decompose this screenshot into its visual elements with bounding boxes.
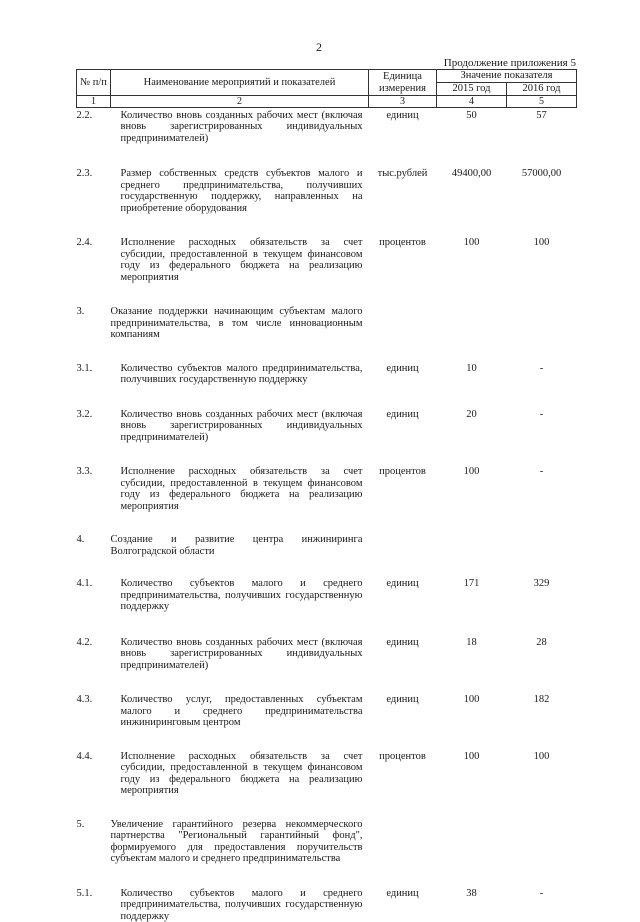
row-name: Размер собственных средств субъектов малого и среднего предпринимательства, получивших государственную поддержку, направленных на приобретение оборудования	[111, 168, 369, 214]
row-spacer	[77, 443, 577, 466]
spacer-cell	[77, 613, 577, 637]
row-unit: единиц	[369, 694, 437, 729]
row-spacer	[77, 283, 577, 306]
table-row	[77, 168, 577, 214]
table-row	[77, 237, 577, 283]
table-row	[77, 466, 577, 512]
row-unit	[369, 819, 437, 865]
spacer-cell	[77, 512, 577, 534]
row-unit	[369, 534, 437, 557]
row-value-2015: 100	[437, 466, 507, 512]
row-spacer	[77, 613, 577, 637]
row-value-2015: 171	[437, 578, 507, 613]
row-name: Увеличение гарантийного резерва некоммерческого партнерства "Региональный гарантийный фонд", формируемого для предоставления поручительств субъектам малого и среднего предпринимательства	[111, 819, 369, 865]
row-name: Исполнение расходных обязательств за счет субсидии, предоставленной в текущем финансовом году из федерального бюджета на реализацию мероприятия	[111, 237, 369, 283]
table-row	[77, 578, 577, 613]
row-value-2016: 182	[507, 694, 577, 729]
row-name: Количество вновь созданных рабочих мест (включая вновь зарегистрированных индивидуальных предпринимателей)	[111, 637, 369, 672]
row-number: 3.2.	[77, 409, 111, 444]
table-row	[77, 751, 577, 797]
row-spacer	[77, 671, 577, 694]
row-value-2015: 20	[437, 409, 507, 444]
spacer-cell	[77, 283, 577, 306]
row-spacer	[77, 557, 577, 578]
row-number: 3.	[77, 306, 111, 341]
row-value-2016: 329	[507, 578, 577, 613]
table-row	[77, 110, 577, 145]
row-spacer	[77, 512, 577, 534]
continuation-note: Продолжение приложения 5	[444, 57, 576, 69]
row-value-2016: 57	[507, 110, 577, 145]
row-number: 2.2.	[77, 110, 111, 145]
row-spacer	[77, 729, 577, 751]
spacer-cell	[77, 865, 577, 888]
spacer-cell	[77, 144, 577, 168]
col-index: 3	[369, 96, 437, 108]
table-row	[77, 694, 577, 729]
row-number: 4.4.	[77, 751, 111, 797]
header-year-2016: 2016 год	[507, 83, 577, 96]
row-name: Оказание поддержки начинающим субъектам малого предпринимательства, в том числе инновационным компаниям	[111, 306, 369, 341]
header-unit: Единица измерения	[369, 70, 437, 96]
row-name: Количество вновь созданных рабочих мест (включая вновь зарегистрированных индивидуальных предпринимателей)	[111, 409, 369, 444]
row-value-2016	[507, 306, 577, 341]
row-value-2015: 18	[437, 637, 507, 672]
row-spacer	[77, 341, 577, 363]
row-value-2015: 100	[437, 694, 507, 729]
header-name: Наименование мероприятий и показателей	[111, 70, 369, 96]
row-value-2015: 50	[437, 110, 507, 145]
row-unit: процентов	[369, 237, 437, 283]
spacer-cell	[77, 214, 577, 237]
page-number: 2	[316, 40, 322, 55]
header-num: № п/п	[77, 70, 111, 96]
row-value-2015	[437, 534, 507, 557]
indicators-table	[76, 69, 577, 922]
row-unit: единиц	[369, 637, 437, 672]
row-spacer	[77, 865, 577, 888]
row-value-2016: -	[507, 363, 577, 386]
row-unit: единиц	[369, 363, 437, 386]
row-number: 2.4.	[77, 237, 111, 283]
row-unit: единиц	[369, 409, 437, 444]
table-body	[77, 108, 577, 922]
table-row	[77, 637, 577, 672]
spacer-cell	[77, 671, 577, 694]
row-name: Количество услуг, предоставленных субъектам малого и среднего предпринимательства инжиниринговым центром	[111, 694, 369, 729]
spacer-cell	[77, 341, 577, 363]
row-number: 5.1.	[77, 888, 111, 922]
row-name: Количество субъектов малого и среднего предпринимательства, получивших государственную поддержку	[111, 888, 369, 922]
row-spacer	[77, 797, 577, 819]
row-value-2016: 57000,00	[507, 168, 577, 214]
table-row	[77, 306, 577, 341]
header-year-2015: 2015 год	[437, 83, 507, 96]
row-value-2015: 100	[437, 751, 507, 797]
row-value-2016: -	[507, 888, 577, 922]
row-value-2015	[437, 306, 507, 341]
row-value-2016: 100	[507, 237, 577, 283]
row-spacer	[77, 144, 577, 168]
col-index: 4	[437, 96, 507, 108]
row-number: 4.2.	[77, 637, 111, 672]
row-name: Создание и развитие центра инжиниринга Волгоградской области	[111, 534, 369, 557]
row-value-2016: 28	[507, 637, 577, 672]
row-number: 2.3.	[77, 168, 111, 214]
col-index: 5	[507, 96, 577, 108]
row-name: Количество субъектов малого предпринимательства, получивших государственную поддержку	[111, 363, 369, 386]
spacer-cell	[77, 797, 577, 819]
table-row	[77, 409, 577, 444]
row-name: Исполнение расходных обязательств за счет субсидии, предоставленной в текущем финансовом году из федерального бюджета на реализацию мероприятия	[111, 466, 369, 512]
row-number: 5.	[77, 819, 111, 865]
spacer-cell	[77, 729, 577, 751]
row-name: Количество вновь созданных рабочих мест (включая вновь зарегистрированных индивидуальных предпринимателей)	[111, 110, 369, 145]
spacer-cell	[77, 443, 577, 466]
row-unit: процентов	[369, 466, 437, 512]
header-value: Значение показателя	[437, 70, 577, 83]
row-number: 3.1.	[77, 363, 111, 386]
row-number: 4.1.	[77, 578, 111, 613]
table-row	[77, 363, 577, 386]
row-name: Количество субъектов малого и среднего предпринимательства, получивших государственную поддержку	[111, 578, 369, 613]
row-value-2015: 49400,00	[437, 168, 507, 214]
row-value-2016: -	[507, 409, 577, 444]
spacer-cell	[77, 557, 577, 578]
row-name: Исполнение расходных обязательств за счет субсидии, предоставленной в текущем финансовом году из федерального бюджета на реализацию мероприятия	[111, 751, 369, 797]
row-value-2016: 100	[507, 751, 577, 797]
row-value-2015	[437, 819, 507, 865]
spacer-cell	[77, 386, 577, 409]
col-index: 1	[77, 96, 111, 108]
row-value-2016	[507, 534, 577, 557]
table-row	[77, 819, 577, 865]
row-value-2015: 10	[437, 363, 507, 386]
col-index: 2	[111, 96, 369, 108]
row-unit	[369, 306, 437, 341]
row-unit: единиц	[369, 578, 437, 613]
row-value-2015: 100	[437, 237, 507, 283]
row-unit: процентов	[369, 751, 437, 797]
row-number: 3.3.	[77, 466, 111, 512]
row-value-2016: -	[507, 466, 577, 512]
row-spacer	[77, 214, 577, 237]
row-spacer	[77, 386, 577, 409]
row-unit: единиц	[369, 110, 437, 145]
row-unit: единиц	[369, 888, 437, 922]
row-number: 4.	[77, 534, 111, 557]
row-value-2015: 38	[437, 888, 507, 922]
row-unit: тыс.рублей	[369, 168, 437, 214]
table-row	[77, 534, 577, 557]
row-value-2016	[507, 819, 577, 865]
row-number: 4.3.	[77, 694, 111, 729]
